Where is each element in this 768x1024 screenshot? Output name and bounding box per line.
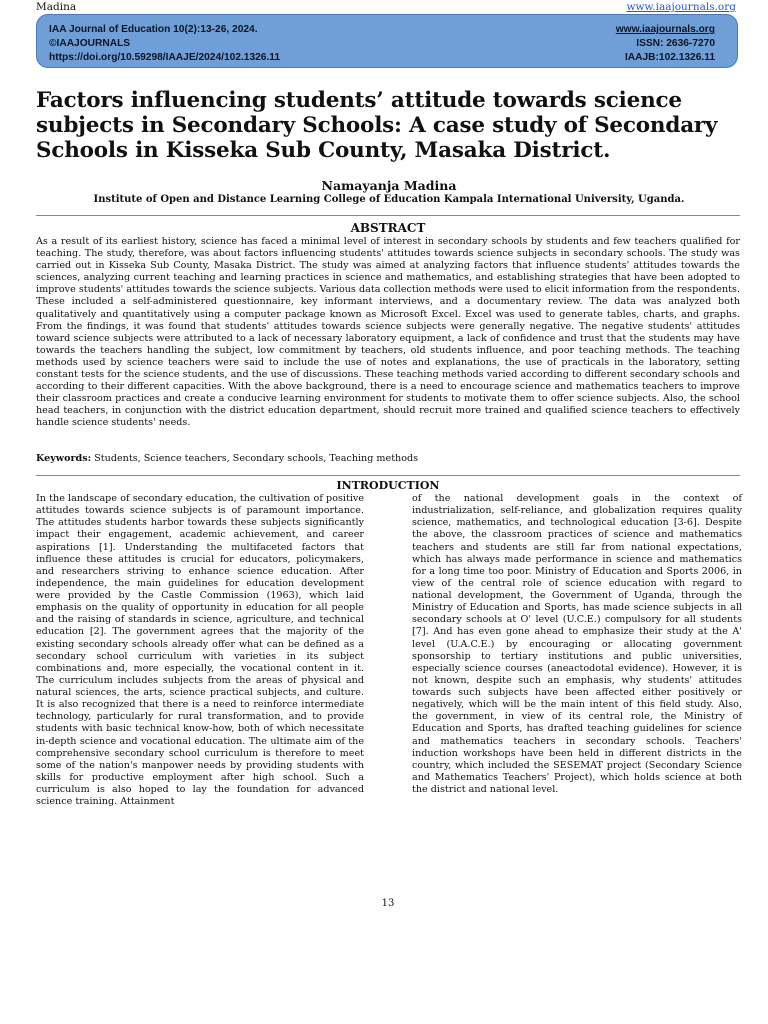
running-header-website-link[interactable]: www.iaajournals.org xyxy=(626,1,736,13)
issn: ISSN: 2636-7270 xyxy=(636,38,715,49)
author-affiliation: Institute of Open and Distance Learning College of Education Kampala International University, Uganda. xyxy=(93,194,685,205)
banner-website-link[interactable]: www.iaajournals.org xyxy=(615,24,715,35)
author-name: Namayanja Madina xyxy=(321,178,457,193)
keywords-list: Students, Science teachers, Secondary schools, Teaching methods xyxy=(94,453,419,464)
journal-citation: IAA Journal of Education 10(2):13-26, 2024. xyxy=(49,24,258,35)
running-header xyxy=(36,0,736,14)
article-id: IAAJB:102.1326.11 xyxy=(624,52,715,63)
journal-banner xyxy=(36,14,738,68)
introduction-heading: INTRODUCTION xyxy=(336,479,440,492)
abstract-text: As a result of its earliest history, science has faced a minimal level of interest in secondary schools by students and few teachers qualified for teaching. The study, therefore, was about factors influencing students' attitudes towards science subjects in secondary schools. The study was carried out in Kisseka Sub County, Masaka District. The study was aimed at analyzing factors that influence students' attitudes towards the sciences, analyzing current teaching and learning practices in science and mathematics, and establishing strategies that have been adopted to improve students' attitudes towards the science subjects. Various data collection methods were used to elicit information from the respondents. These included a self-administered questionnaire, key informant interviews, and a documentary review. The data was analyzed both qualitatively and quantitatively using a computer package known as Microsoft Excel. Excel was used to generate tables, charts, and graphs. From the findings, it was found that students' attitudes towards science subjects were generally negative. The negative students' attitudes toward science subjects were attributed to a lack of necessary laboratory equipment, a lack of confidence and trust that the students may have towards the teachers handling the subject, low commitment by teachers, old students influence, and poor teaching methods. The teaching methods used by science teachers were said to include the use of notes and explanations, the use of practicals in the laboratory, setting constant tests for the science students, and the use of discussions. These teaching methods varied according to different secondary schools and according to their different capacities. With the above background, there is a need to encourage science and mathematics teachers to improve their classroom practices and create a conducive learning environment for students to motivate them to offer science subjects. Also, the school head teachers, in conjunction with the district education department, should recruit more trained and qualified science teachers to effectively handle science students' needs. xyxy=(36,236,740,429)
keywords xyxy=(36,453,740,465)
page-number: 13 xyxy=(381,898,395,909)
keywords-label: Keywords: xyxy=(36,453,92,464)
abstract-heading: ABSTRACT xyxy=(350,221,426,235)
introduction-right-column: of the national development goals in the context of industrialization, self-reliance, and globalization requires quality science, mathematics, and technological education [3-6]. Despite the above, the classroom practices of science and mathematics teachers and students are still far from national expectations, which has always made performance in science and mathematics for a long time too poor. Ministry of Education and Sports 2006, in view of the central role of science education with regard to national development, the Government of Uganda, through the Ministry of Education and Sports, has made science subjects in all secondary schools at O' level (U.C.E.) compulsory for all students [7]. And has even gone ahead to emphasize their study at the A' level (U.A.C.E.) by encouraging or allocating government sponsorship to tertiary institutions and public universities, especially science courses (aneactodotal evidence). However, it is not known, despite such an emphasis, why students' attitudes towards such subjects have been affected either positively or negatively, which will be the main intent of this field study. Also, the government, in view of its central role, the Ministry of Education and Sports, has drafted teaching guidelines for science and mathematics teachers in secondary schools. Teachers' induction workshops have been held in different districts in the country, which included the SESEMAT project (Secondary Science and Mathematics Teachers' Project), which holds science at both the district and national level. xyxy=(412,493,742,795)
divider xyxy=(36,215,740,216)
divider xyxy=(36,475,740,476)
introduction-left-column: In the landscape of secondary education, the cultivation of positive attitudes towards science subjects is of paramount importance. The attitudes students harbor towards these subjects significantly impact their engagement, academic achievement, and career aspirations [1]. Understanding the multifaceted factors that influence these attitudes is crucial for educators, policymakers, and researchers striving to enhance science education. After independence, the main guidelines for education development were provided by the Castle Commission (1963), which laid emphasis on the quality of opportunity in education for all people and the raising of standards in science, agriculture, and technical education [2]. The government agrees that the majority of the existing secondary schools already offer what can be defined as a secondary school curriculum with varieties in its subject combinations and, more especially, the vocational content in it. The curriculum includes subjects from the areas of physical and natural sciences, the arts, science practical subjects, and culture. It is also recognized that there is a need to reinforce intermediate technology, particularly for rural transformation, and to provide students with basic technical know-how, both of which necessitate in-depth science and vocational education. The ultimate aim of the comprehensive secondary school curriculum is therefore to meet some of the nation's manpower needs by providing students with skills for productive employment after high school. Such a curriculum is also hoped to lay the foundation for advanced science training. Attainment xyxy=(36,493,364,808)
running-header-author: Madina xyxy=(36,1,77,13)
paper-title: Factors influencing students’ attitude towards science subjects in Secondary Schools: A case study of Secondary Schools in Kisseka Sub County, Masaka District. xyxy=(36,88,718,163)
copyright-notice: ©IAAJOURNALS xyxy=(49,38,131,49)
doi-link[interactable]: https://doi.org/10.59298/IAAJE/2024/102.1326.11 xyxy=(49,52,281,63)
